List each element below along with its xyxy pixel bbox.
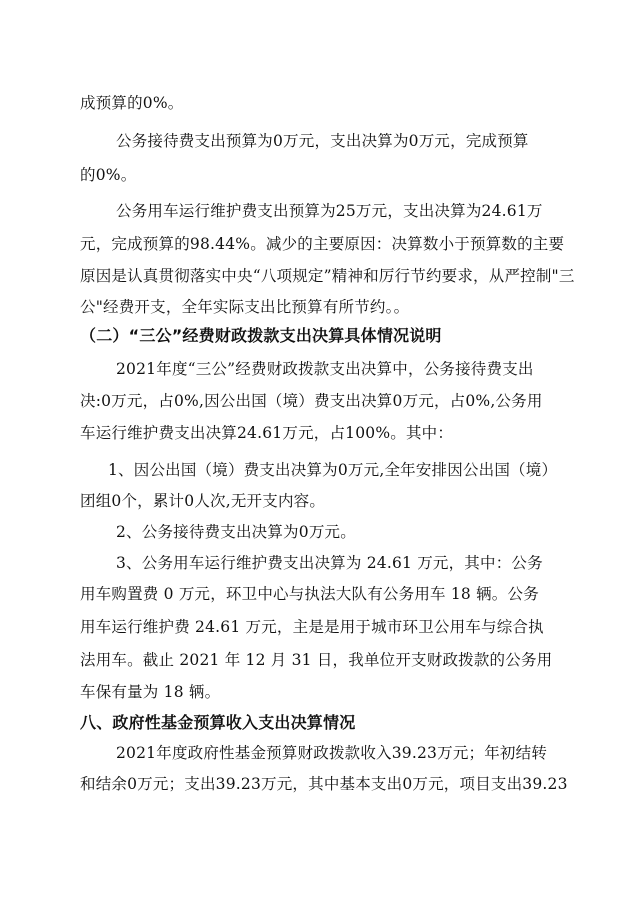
text-line: 公务用车运行维护费支出预算为25万元，支出决算为24.61万 bbox=[116, 202, 543, 220]
text-line: 决:0万元，占0%,因公出国（境）费支出决算0万元，占0%,公务用 bbox=[80, 392, 543, 410]
text-line: 3、公务用车运行维护费支出决算为 24.61 万元，其中：公务 bbox=[116, 554, 543, 572]
text-line: 2021年度政府性基金预算财政拨款收入39.23万元；年初结转 bbox=[116, 744, 548, 762]
text-line: 团组0个，累计0人次,无开支内容。 bbox=[80, 492, 326, 510]
text-line: 原因是认真贯彻落实中央“八项规定”精神和厉行节约要求，从严控制"三 bbox=[80, 267, 575, 285]
text-line: 和结余0万元；支出39.23万元，其中基本支出0万元，项目支出39.23 bbox=[80, 775, 568, 793]
text-line: 法用车。截止 2021 年 12 月 31 日，我单位开支财政拨款的公务用 bbox=[80, 651, 553, 669]
section-heading: 八、政府性基金预算收入支出决算情况 bbox=[80, 713, 356, 732]
text-line: 1、因公出国（境）费支出决算为0万元,全年安排因公出国（境） bbox=[108, 461, 558, 479]
text-line: 2021年度“三公”经费财政拨款支出决算中，公务接待费支出 bbox=[116, 360, 534, 378]
text-line: 元，完成预算的98.44%。减少的主要原因：决算数小于预算数的主要 bbox=[80, 235, 565, 253]
text-line: 车保有量为 18 辆。 bbox=[80, 683, 221, 701]
text-line: 车运行维护费支出决算24.61万元，占100%。其中： bbox=[80, 424, 454, 442]
text-line: 的0%。 bbox=[80, 166, 137, 184]
text-line: 用车运行维护费 24.61 万元，主是是用于城市环卫公用车与综合执 bbox=[80, 618, 544, 636]
text-line: 公务接待费支出预算为0万元，支出决算为0万元，完成预算 bbox=[116, 132, 529, 150]
text-line: 用车购置费 0 万元，环卫中心与执法大队有公务用车 18 辆。公务 bbox=[80, 585, 539, 603]
text-line: 公"经费开支，全年实际支出比预算有所节约。。 bbox=[80, 298, 410, 316]
text-line: 2、公务接待费支出决算为0万元。 bbox=[116, 523, 356, 541]
section-heading: （二）“三公”经费财政拨款支出决算具体情况说明 bbox=[80, 326, 442, 345]
text-line: 成预算的0%。 bbox=[80, 94, 184, 112]
